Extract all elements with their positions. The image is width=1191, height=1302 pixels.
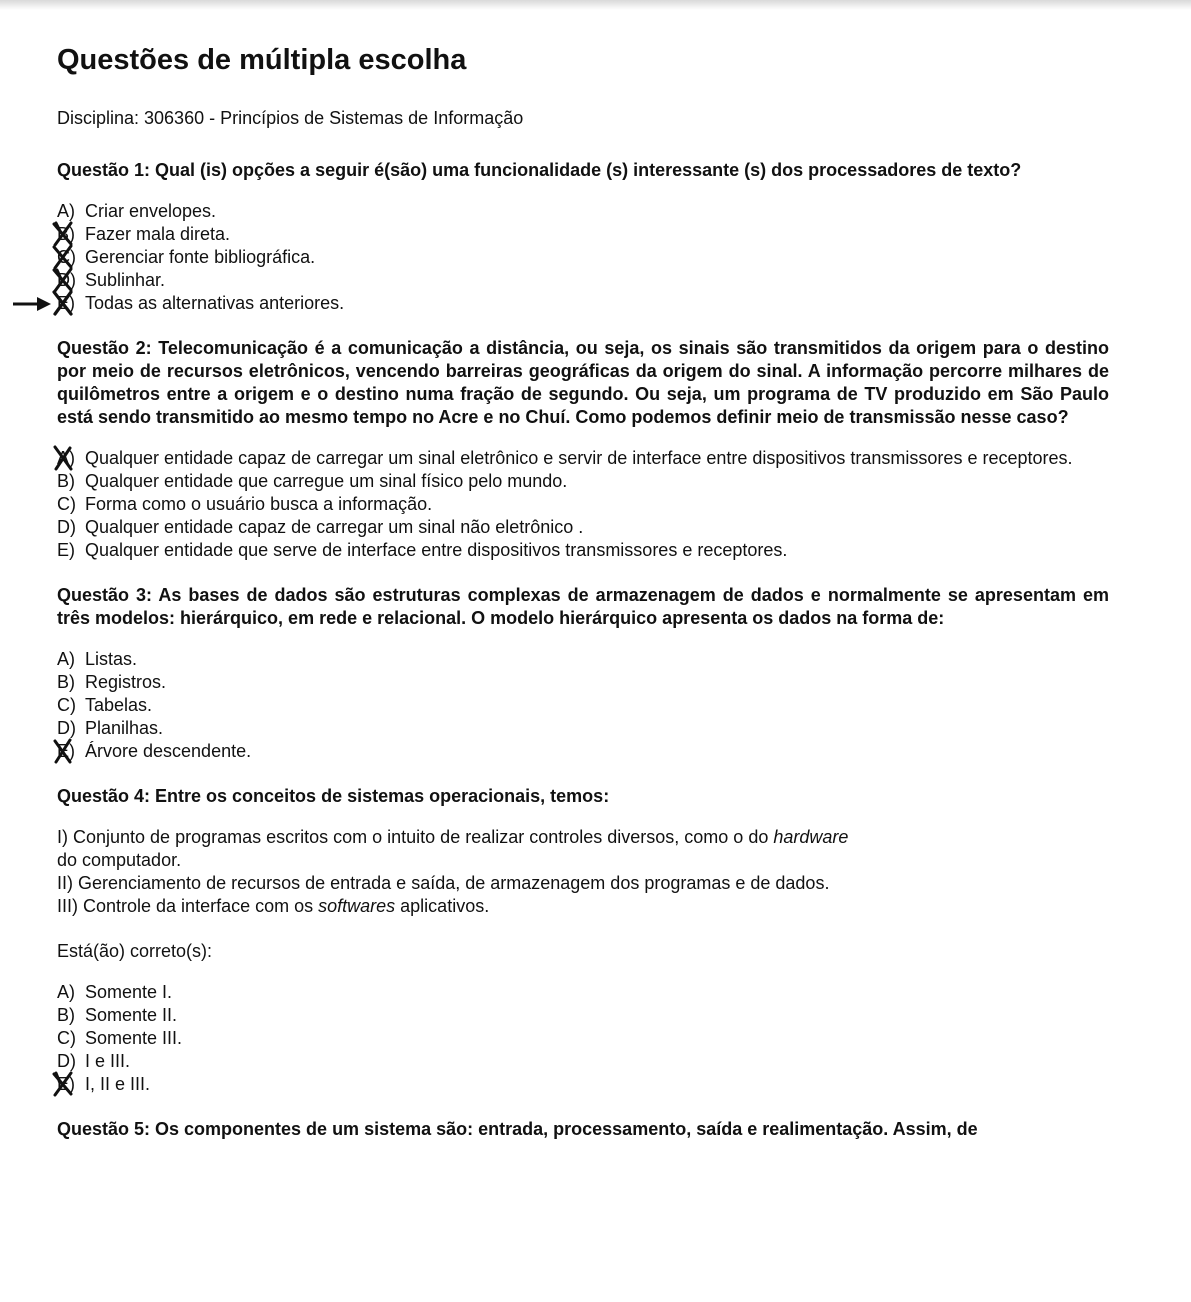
option-letter: B) (57, 471, 75, 491)
question-1-text: Questão 1: Qual (is) opções a seguir é(são) uma funcionalidade (s) interessante (s) dos processadores de texto? (57, 160, 1022, 180)
option-letter: D) (57, 718, 76, 738)
option-text: Qualquer entidade que carregue um sinal físico pelo mundo. (85, 471, 568, 491)
option-text: Todas as alternativas anteriores. (85, 293, 345, 313)
option-text: Qualquer entidade capaz de carregar um sinal eletrônico e servir de interface entre dispositivos transmissores e receptores. (85, 448, 1073, 468)
option-letter: C) (57, 494, 76, 514)
option-letter: A) (57, 448, 75, 468)
option-e (57, 740, 1109, 763)
question-5-text: Questão 5: Os componentes de um sistema são: entrada, processamento, saída e realimentação. Assim, de (57, 1119, 978, 1139)
document-page (57, 40, 1109, 1141)
option-letter: E) (57, 540, 75, 560)
option-letter: D) (57, 270, 76, 290)
statement-3-tail: aplicativos. (395, 896, 490, 916)
option-text: I e III. (85, 1051, 131, 1071)
option-text: Qualquer entidade capaz de carregar um sinal não eletrônico . (85, 517, 584, 537)
question-1-options (57, 200, 1109, 315)
option-text: Somente II. (85, 1005, 178, 1025)
page-title: Questões de múltipla escolha (57, 44, 467, 76)
handwritten-x-mark-icon (51, 445, 75, 471)
option-text: Somente I. (85, 982, 173, 1002)
option-text: Criar envelopes. (85, 201, 217, 221)
option-b (57, 223, 1109, 246)
option-text: Planilhas. (85, 718, 164, 738)
option-text: Somente III. (85, 1028, 183, 1048)
option-d (57, 269, 1109, 292)
statement-1-continuation: do computador. (57, 850, 182, 870)
handwritten-x-mark-icon (51, 738, 75, 764)
statement-3-emphasis: softwares (318, 896, 396, 916)
option-a (57, 648, 1109, 671)
question-4 (57, 785, 1109, 1096)
option-a (57, 981, 1109, 1004)
question-2-options (57, 447, 1109, 562)
option-c (57, 694, 1109, 717)
statement-1-text: I) Conjunto de programas escritos com o intuito de realizar controles diversos, como o do (57, 827, 774, 847)
statement-2: II) Gerenciamento de recursos de entrada e saída, de armazenagem dos programas e de dados. (57, 873, 830, 893)
option-letter: C) (57, 247, 76, 267)
question-4-options (57, 981, 1109, 1096)
option-letter: C) (57, 1028, 76, 1048)
question-4-text: Questão 4: Entre os conceitos de sistemas operacionais, temos: (57, 786, 610, 806)
option-letter: D) (57, 1051, 76, 1071)
option-letter: D) (57, 517, 76, 537)
option-letter: B) (57, 672, 75, 692)
option-text: Listas. (85, 649, 138, 669)
statement-1-emphasis: hardware (773, 827, 849, 847)
handwritten-x-mark-icon (51, 1071, 75, 1097)
question-3-options (57, 648, 1109, 763)
option-text: Tabelas. (85, 695, 153, 715)
statement-3-text: III) Controle da interface com os (57, 896, 319, 916)
option-e (57, 292, 1109, 315)
option-letter: A) (57, 982, 75, 1002)
statement-1 (57, 826, 1109, 849)
option-b (57, 470, 1109, 493)
option-letter: A) (57, 649, 75, 669)
option-letter: E) (57, 293, 75, 313)
option-a (57, 200, 1109, 223)
question-2 (57, 337, 1109, 562)
option-text: Árvore descendente. (85, 741, 252, 761)
question-4-prompt: Está(ão) correto(s): (57, 941, 213, 961)
option-letter: E) (57, 1074, 75, 1094)
question-3-text: Questão 3: As bases de dados são estruturas complexas de armazenagem de dados e normalmente se apresentam em três modelos: hierárquico, em rede e relacional. O modelo hierárquico apresenta os dados na forma de: (57, 585, 1109, 628)
scan-edge (0, 0, 1191, 10)
option-letter: B) (57, 1005, 75, 1025)
option-text: Sublinhar. (85, 270, 166, 290)
option-letter: A) (57, 201, 75, 221)
option-c (57, 246, 1109, 269)
option-d (57, 1050, 1109, 1073)
discipline-line: Disciplina: 306360 - Princípios de Sistemas de Informação (57, 108, 524, 128)
option-c (57, 493, 1109, 516)
option-text: Qualquer entidade que serve de interface entre dispositivos transmissores e receptores. (85, 540, 788, 560)
option-b (57, 1004, 1109, 1027)
option-e (57, 1073, 1109, 1096)
option-letter: E) (57, 741, 75, 761)
option-b (57, 671, 1109, 694)
handwritten-x-mark-icon (51, 290, 75, 316)
option-text: Registros. (85, 672, 167, 692)
option-a (57, 447, 1109, 470)
question-4-statements (57, 826, 1109, 918)
option-d (57, 717, 1109, 740)
option-d (57, 516, 1109, 539)
option-text: Gerenciar fonte bibliográfica. (85, 247, 316, 267)
question-3 (57, 584, 1109, 763)
statement-3 (57, 895, 1109, 918)
option-text: Forma como o usuário busca a informação. (85, 494, 433, 514)
option-c (57, 1027, 1109, 1050)
option-text: I, II e III. (85, 1074, 151, 1094)
option-e (57, 539, 1109, 562)
question-5 (57, 1118, 1109, 1141)
option-letter: B) (57, 224, 75, 244)
question-1 (57, 159, 1109, 315)
question-2-text: Questão 2: Telecomunicação é a comunicação a distância, ou seja, os sinais são transmitidos da origem para o destino por meio de recursos eletrônicos, vencendo barreiras geográficas da origem do sinal. A informação percorre milhares de quilômetros entre a origem e o destino numa fração de segundo. Ou seja, um programa de TV produzido em São Paulo está sendo transmitido ao mesmo tempo no Acre e no Chuí. Como podemos definir meio de transmissão nesse caso? (57, 338, 1109, 427)
option-letter: C) (57, 695, 76, 715)
handwritten-arrow-icon (13, 294, 53, 314)
option-text: Fazer mala direta. (85, 224, 231, 244)
